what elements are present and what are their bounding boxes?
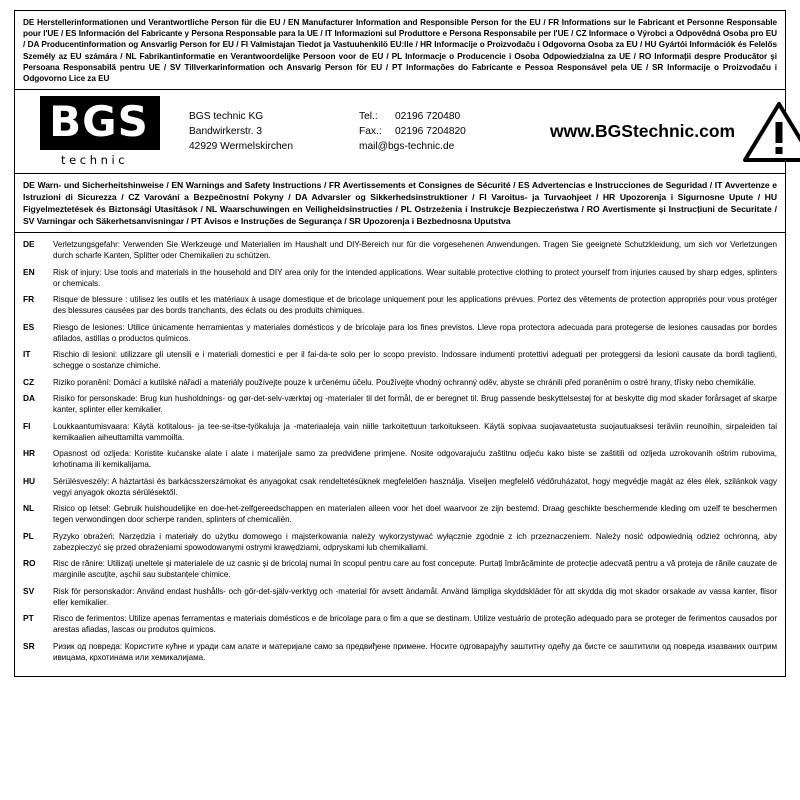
list-item	[23, 641, 777, 663]
language-text: Risk för personskador: Använd endast hushålls- och gör-det-själv-verktyg och -material för avsett ändamål. Använd lämpliga skyddskläder för att skydda dig mot skador orsakade av vassa kanter, flisor eller kemikalier.	[53, 586, 777, 607]
language-code: FR	[23, 294, 35, 305]
language-text: Ryzyko obrażeń: Narzędzia i materiały do użytku domowego i majsterkowania należy wykorzystywać wyłącznie zgodnie z ich przeznaczeniem. Należy nosić odpowiednią odzież ochronną, aby zabezpieczyć się przed obrażeniami spowodowanymi ostrymi krawędziami, odpryskami lub chemikaliami.	[53, 531, 777, 552]
language-code: ES	[23, 321, 35, 332]
language-code: HU	[23, 475, 36, 486]
company-street: Bandwirkerstr. 3	[189, 126, 263, 138]
language-code: PL	[23, 530, 34, 541]
brand-contact-row	[15, 90, 785, 174]
company-name: BGS technic KG	[189, 111, 264, 123]
list-item	[23, 421, 777, 443]
language-code: DA	[23, 393, 36, 404]
telephone-row	[359, 109, 544, 124]
fax-value: 02196 7204820	[395, 126, 466, 138]
language-code: HR	[23, 448, 36, 459]
list-item	[23, 393, 777, 415]
manufacturer-info-block	[15, 11, 785, 90]
bgs-logo	[25, 96, 175, 167]
website-url: www.BGStechnic.com	[550, 121, 736, 142]
language-code: NL	[23, 503, 35, 514]
document-frame	[14, 10, 786, 677]
language-text: Risiko for personskade: Brug kun husholdnings- og gør-det-selv-værktøj og -materialer til det formål, de er beregnet til. Brug passende beskyttelsestøj for at beskytte dig mod skader forårsaget af skarpe kanter, splinter eller kemikalier.	[53, 394, 777, 415]
list-item	[23, 294, 777, 316]
language-text: Risc de rănire: Utilizați uneltele și materialele de uz casnic și de bricolaj numai în scopul pentru care au fost concepute. Purtați îmbrăcăminte de protecție adecvată pentru a vă proteja de rănile cauzate de marginile ascuțite, așchii sau substanțele chimice.	[53, 559, 777, 580]
language-text: Sérülésveszély: A háztartási és barkácsszerszámokat és anyagokat csak rendeltetésüknek megfelelően használja. Viseljen megfelelő védőruházatot, hogy megvédje magát az éles élek, szilánkok vagy vegyi anyagok okozta sérülésektől.	[53, 476, 777, 497]
list-item	[23, 558, 777, 580]
list-item	[23, 349, 777, 371]
safety-heading-text: DE Warn- und Sicherheitshinweise / EN Warnings and Safety Instructions / FR Avertissements et Consignes de Sécurité / ES Advertencias e Instrucciones de Seguridad / IT Avvertenze e Istruzioni di Sicurezza / CZ Varování a Bezpečnostní Pokyny / DA Advarsler og Sikkerhedsinstruktioner / FI Varoitus- ja Turvaohjeet / HR Upozorenja i Sigurnosne Upute / HU Figyelmeztetések és Biztonsági Utasítások / NL Waarschuwingen en Veiligheidsinstructies / PL Ostrzeżenia i Instrukcje Bezpieczeństwa / RO Avertismente și Instrucțiuni de Securitate / SV Varningar och Säkerhetsanvisningar / PT Avisos e Instruções de Segurança / SR Upozorenja i Bezbednosna Uputstva	[23, 180, 777, 227]
language-code: IT	[23, 349, 31, 360]
email-value: mail@bgs-technic.de	[359, 141, 455, 153]
manufacturer-info-text: DE Herstellerinformationen und Verantwortliche Person für die EU / EN Manufacturer Information and Responsible Person for the EU / FR Informations sur le Fabricant et Personne Responsable pour l'UE / ES Información del Fabricante y Persona Responsable para la UE / IT Informazioni sul Produttore e Persona Responsabile per l'UE / CZ Informace o Výrobci a Odpovědná Osoba pro EU / DA Producentinformation og Ansvarlig Person for EU / FI Valmistajan Tiedot ja Vastuuhenkilö EU:lle / HR Informacije o Proizvođaču i Odgovorna Osoba za EU / HU Gyártói Információk és Felelős Személy az EU számára / NL Fabrikantinformatie en Verantwoordelijke Persoon voor de EU / PL Informacje o Producencie i Osoba Odpowiedzialna za UE / RO Informații despre Producător și Persoana Responsabilă pentru UE / SV Tillverkarinformation och Ansvarig Person för EU / PT Informações do Fabricante e Pessoa Responsável pela UE / SR Informacije o Proizvođaču i Odgovorno Lice za EU	[23, 18, 777, 84]
telephone-value: 02196 720480	[395, 111, 461, 123]
language-code: SR	[23, 640, 35, 651]
language-text: Riziko poranění: Domácí a kutilské nářadí a materiály používejte pouze k určenému účelu. Používejte vhodný ochranný oděv, abyste se chránili před poraněním o ostré hrany, třísky nebo chemikálie.	[53, 377, 756, 387]
list-item	[23, 322, 777, 344]
list-item	[23, 239, 777, 261]
language-text: Riesgo de lesiones: Utilice únicamente herramientas y materiales domésticos y de bricolaje para los fines previstos. Lleve ropa protectora adecuada para protegerse de lesiones causadas por bordes afilados, astillas o productos químicos.	[53, 322, 777, 343]
language-code: PT	[23, 613, 34, 624]
language-text: Risico op letsel: Gebruik huishoudelijke en doe-het-zelfgereedschappen en materialen alleen voor het doel waarvoor ze zijn bestemd. Draag geschikte beschermende kleding om uzelf te beschermen tegen verwondingen door scherpe randen, splinters of chemicaliën.	[53, 504, 777, 525]
language-code: CZ	[23, 376, 35, 387]
email-row	[359, 139, 544, 154]
safety-heading-block	[15, 174, 785, 233]
fax-label: Fax.:	[359, 126, 382, 138]
language-text: Opasnost od ozljeda: Koristite kućanske alate i alate i materijale samo za predviđene primjene. Nosite odgovarajuću zaštitnu odjeću kako biste se zaštitili od ozljeda uzrokovanih oštrim rubovima, krhotinama ili kemikalijama.	[53, 449, 777, 470]
list-item	[23, 531, 777, 553]
telephone-label: Tel.:	[359, 111, 378, 123]
language-text: Verletzungsgefahr: Verwenden Sie Werkzeuge und Materialien im Haushalt und DIY-Bereich nur für die vorgesehenen Anwendungen. Tragen Sie geeignete Schutzkleidung, um sich vor Verletzungen durch scharfe Kanten, Splitter oder Chemikalien zu schützen.	[53, 240, 777, 261]
warning-triangle-icon	[735, 101, 800, 163]
company-city: 42929 Wermelskirchen	[189, 141, 293, 153]
language-warnings-list	[15, 233, 785, 676]
list-item	[23, 448, 777, 470]
list-item	[23, 503, 777, 525]
list-item	[23, 267, 777, 289]
language-text: Risk of injury: Use tools and materials in the household and DIY area only for the intended applications. Wear suitable protective clothing to protect yourself from injuries caused by sharp edges, splinters or chemicals.	[53, 267, 777, 288]
language-code: RO	[23, 558, 36, 569]
language-text: Loukkaantumisvaara: Käytä kotitalous- ja tee-se-itse-työkaluja ja -materiaaleja vain niille tarkoitettuun tarkoitukseen. Käytä sopivaa suojavaatetusta suojautuaksesi teräviin reunoihin, sirpaleiden tai kemikaalien aiheuttamilta vammoilta.	[53, 421, 777, 442]
bgs-logo-text: BGS	[40, 96, 160, 150]
language-text: Rischio di lesioni: utilizzare gli utensili e i materiali domestici e per il fai-da-te solo per lo scopo previsto. Indossare indumenti protettivi adeguati per proteggersi da lesioni causate da bordi taglienti, schegge o sostanze chimiche.	[53, 350, 777, 371]
language-code: DE	[23, 239, 35, 250]
language-code: EN	[23, 266, 35, 277]
bgs-logo-subtitle: technic	[61, 153, 129, 168]
company-contact	[359, 109, 544, 154]
language-text: Ризик од повреда: Користите кућне и уради сам алате и материјале само за предвиђене примене. Носите одговарајућу заштитну одећу да бисте се заштитили од повреда изазваних оштрим ивицама, крхотинама или хемикалијама.	[53, 641, 777, 662]
list-item	[23, 586, 777, 608]
company-address	[175, 109, 359, 154]
list-item	[23, 613, 777, 635]
language-text: Risco de ferimentos: Utilize apenas ferramentas e materiais domésticos e de bricolage para o fim a que se destinam. Utilize vestuário de proteção adequado para se proteger de ferimentos causados por arestas afiadas, lascas ou produtos químicos.	[53, 614, 777, 635]
language-code: SV	[23, 585, 35, 596]
list-item	[23, 377, 777, 388]
language-code: FI	[23, 420, 31, 431]
fax-row	[359, 124, 544, 139]
list-item	[23, 476, 777, 498]
language-text: Risque de blessure : utilisez les outils et les matériaux à usage domestique et de bricolage uniquement pour les applications prévues. Portez des vêtements de protection appropriés pour vous protéger des blessures causées par des bords tranchants, des éclats ou des produits chimiques.	[53, 295, 777, 316]
